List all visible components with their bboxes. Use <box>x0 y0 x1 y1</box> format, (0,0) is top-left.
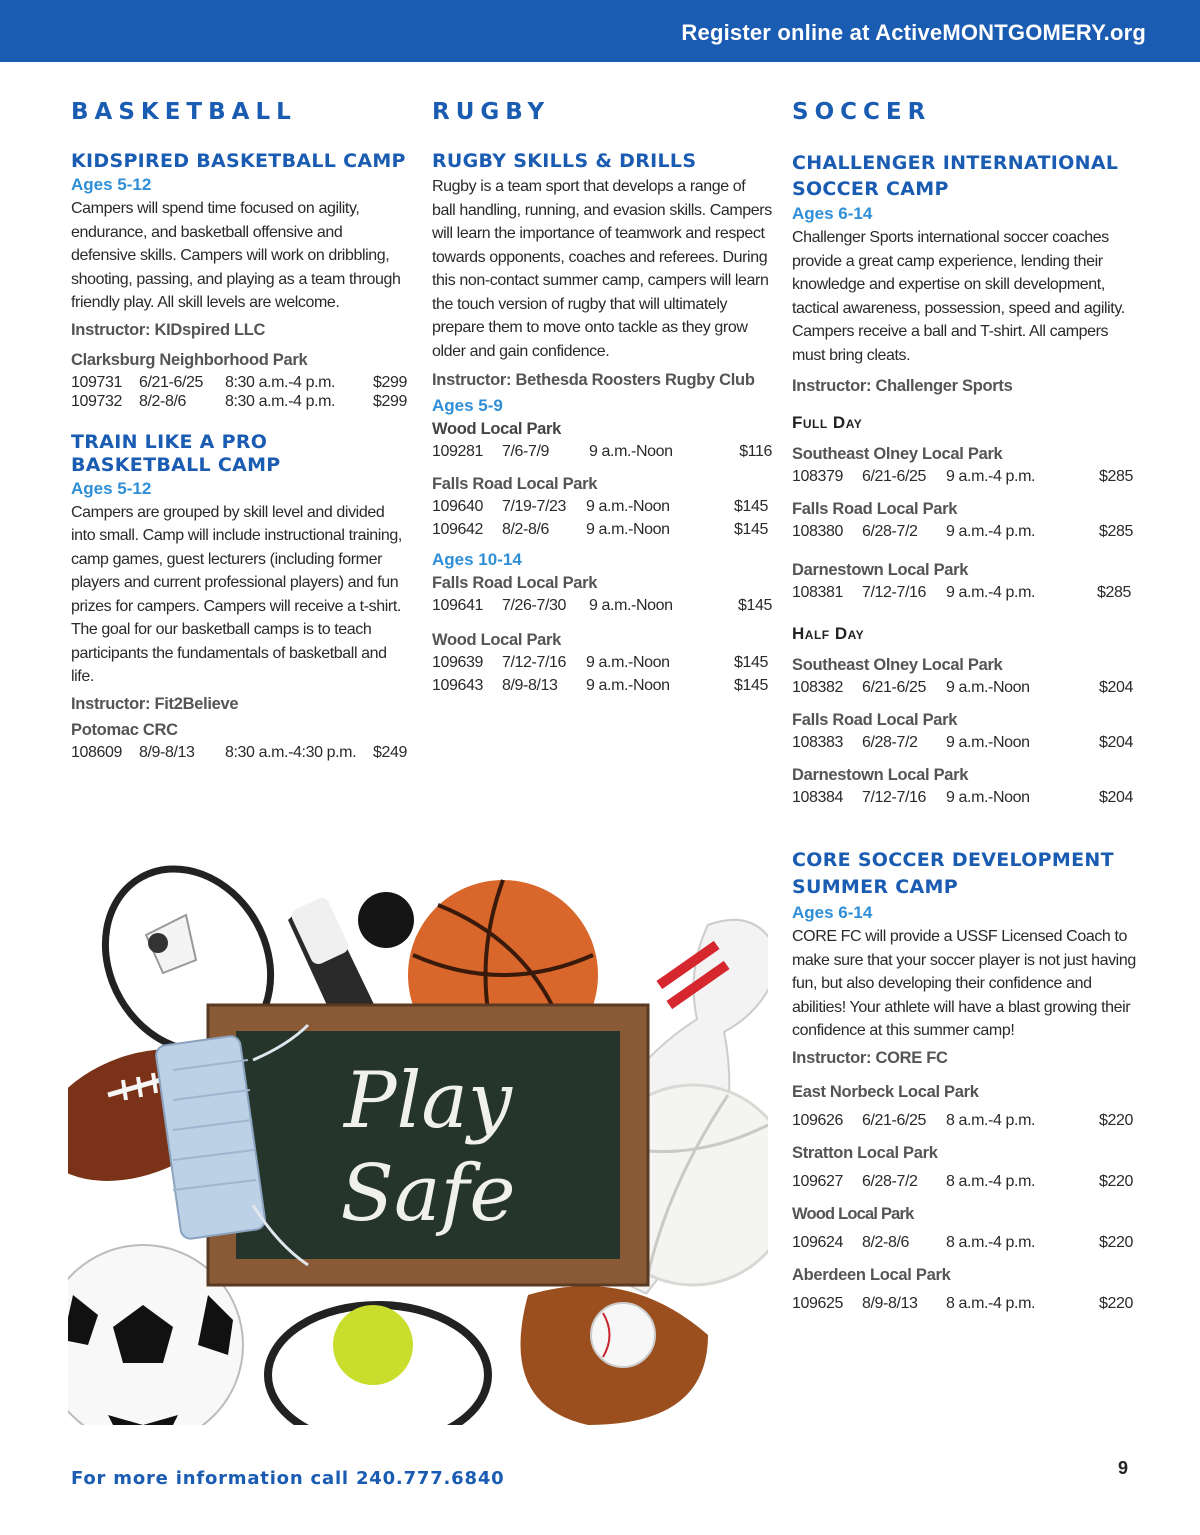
chalk-text-play: Play <box>344 1056 512 1146</box>
register-link[interactable]: Register online at ActiveMONTGOMERY.org <box>681 20 1146 45</box>
camp-title: TRAIN LIKE A PRO BASKETBALL CAMP <box>71 430 281 476</box>
session-time: 9 a.m.-Noon <box>586 521 670 538</box>
camp-ages: Ages 10-14 <box>432 550 522 569</box>
baseball-icon <box>591 1303 655 1367</box>
session-time: 8 a.m.-4 p.m. <box>946 1294 1036 1312</box>
session-time: 9 a.m.-Noon <box>946 734 1030 751</box>
session-dates: 7/12-7/16 <box>862 584 927 601</box>
course-number: 108609 <box>71 743 122 761</box>
course-number: 109643 <box>432 677 483 694</box>
session-time: 8:30 a.m.-4 p.m. <box>225 392 336 410</box>
camp-location: Darnestown Local Park <box>792 561 969 579</box>
session-price: $285 <box>1099 523 1133 540</box>
session-dates: 8/9-8/13 <box>502 677 558 694</box>
session-price: $145 <box>734 521 768 538</box>
camp-location: Potomac CRC <box>71 720 178 739</box>
session-price: $145 <box>734 677 768 694</box>
session-time: 8:30 a.m.-4 p.m. <box>225 373 336 391</box>
camp-location: Darnestown Local Park <box>792 766 969 784</box>
camp-location: Falls Road Local Park <box>432 475 598 493</box>
footer-info: For more information call 240.777.6840 <box>71 1468 505 1489</box>
camp-instructor: Instructor: KIDspired LLC <box>71 320 266 339</box>
course-number: 109626 <box>792 1111 843 1129</box>
camp-instructor: Instructor: CORE FC <box>792 1048 948 1067</box>
session-row <box>71 741 411 764</box>
camp-ages: Ages 5-12 <box>71 175 152 194</box>
session-dates: 8/2-8/6 <box>502 521 550 538</box>
play-safe-illustration <box>68 865 768 1425</box>
camp-title: RUGBY SKILLS & DRILLS <box>432 150 697 172</box>
session-row <box>432 440 772 463</box>
session-dates: 6/21-6/25 <box>862 1111 927 1129</box>
session-time: 8 a.m.-4 p.m. <box>946 1111 1036 1129</box>
camp-location: Southeast Olney Local Park <box>792 656 1003 674</box>
camp-description: CORE FC will provide a USSF Licensed Coach to make sure that your soccer player is not just having fun, but also developing their confidence and abilities! Your athlete will have a blast growing their confidence at this summer camp! <box>792 928 1136 1039</box>
camp-location: Falls Road Local Park <box>792 500 958 518</box>
session-price: $285 <box>1097 584 1131 601</box>
session-dates: 6/21-6/25 <box>139 373 204 391</box>
session-price: $220 <box>1099 1111 1133 1129</box>
hockey-puck-icon <box>358 892 414 948</box>
session-dates: 7/26-7/30 <box>502 597 567 614</box>
camp-ages: Ages 6-14 <box>792 903 873 922</box>
session-time: 9 a.m.-Noon <box>589 443 673 460</box>
session-price: $116 <box>739 443 772 460</box>
session-dates: 6/28-7/2 <box>862 523 918 540</box>
session-dates: 7/12-7/16 <box>502 654 567 671</box>
course-number: 109642 <box>432 521 483 538</box>
camp-instructor: Instructor: Bethesda Roosters Rugby Club <box>432 371 755 389</box>
chalk-text-safe: Safe <box>340 1149 516 1239</box>
camp-location: Falls Road Local Park <box>792 711 958 729</box>
header-bar <box>0 0 1200 62</box>
session-row <box>792 1231 1137 1254</box>
session-row <box>432 594 772 617</box>
session-row <box>792 465 1137 488</box>
camp-location: Southeast Olney Local Park <box>792 445 1003 463</box>
course-number: 108383 <box>792 734 843 751</box>
session-price: $204 <box>1099 789 1133 806</box>
session-dates: 7/12-7/16 <box>862 789 927 806</box>
camp-ages: Ages 5-12 <box>71 478 152 498</box>
half-day-heading: Half Day <box>792 624 865 643</box>
session-price: $249 <box>373 743 407 761</box>
section-title-basketball: BASKETBALL <box>71 99 297 125</box>
course-number: 108380 <box>792 523 843 540</box>
section-title-rugby: RUGBY <box>432 99 551 125</box>
session-dates: 6/21-6/25 <box>862 468 927 485</box>
page-number: 9 <box>1117 1458 1128 1478</box>
session-time: 9 a.m.-4 p.m. <box>946 468 1036 485</box>
camp-instructor: Instructor: Fit2Believe <box>71 694 239 713</box>
session-price: $145 <box>734 654 768 671</box>
session-dates: 8/2-8/6 <box>862 1233 910 1251</box>
camp-ages: Ages 6-14 <box>792 204 873 223</box>
camp-ages: Ages 5-9 <box>432 396 503 415</box>
camp-title: CORE SOCCER DEVELOPMENT SUMMER CAMP <box>792 849 1114 898</box>
camp-location: Wood Local Park <box>792 1204 914 1223</box>
course-number: 108384 <box>792 789 843 806</box>
session-time: 8 a.m.-4 p.m. <box>946 1233 1036 1251</box>
session-row <box>792 581 1137 604</box>
camp-location: Wood Local Park <box>432 631 562 649</box>
camp-location: Stratton Local Park <box>792 1143 938 1162</box>
session-row <box>792 731 1137 754</box>
session-price: $204 <box>1099 734 1133 751</box>
course-number: 109627 <box>792 1172 843 1190</box>
session-price: $145 <box>738 597 772 614</box>
session-dates: 8/9-8/13 <box>139 743 195 761</box>
course-number: 109731 <box>71 373 122 391</box>
session-price: $204 <box>1099 679 1133 696</box>
course-number: 109624 <box>792 1233 843 1251</box>
camp-description: Campers are grouped by skill level and divided into small. Camp will include instructional training, camp games, guest lecturers (including former players and current professional players) and fun prizes for campers. Campers will receive a t-shirt. The goal for our basketball camps is to teach participants the fundamentals of basketball and life. <box>71 503 402 685</box>
camp-title: KIDSPIRED BASKETBALL CAMP <box>71 150 406 172</box>
session-time: 9 a.m.-Noon <box>586 654 670 671</box>
basketball-column <box>71 98 411 764</box>
session-time: 9 a.m.-Noon <box>589 597 673 614</box>
session-price: $299 <box>373 392 407 410</box>
camp-location: East Norbeck Local Park <box>792 1082 979 1101</box>
session-price: $299 <box>373 373 407 391</box>
course-number: 109625 <box>792 1294 843 1312</box>
section-title-soccer: SOCCER <box>792 99 932 125</box>
course-number: 109641 <box>432 597 483 614</box>
camp-instructor: Instructor: Challenger Sports <box>792 377 1013 395</box>
session-row <box>71 390 411 413</box>
camp-location: Wood Local Park <box>432 420 562 438</box>
session-time: 9 a.m.-Noon <box>946 789 1030 806</box>
session-price: $220 <box>1099 1233 1133 1251</box>
session-price: $220 <box>1099 1294 1133 1312</box>
session-row <box>792 1109 1137 1132</box>
session-row <box>792 520 1137 543</box>
session-dates: 8/9-8/13 <box>862 1294 918 1312</box>
session-time: 9 a.m.-Noon <box>586 498 670 515</box>
session-row <box>792 1170 1137 1193</box>
course-number: 108379 <box>792 468 843 485</box>
course-number: 109732 <box>71 392 122 410</box>
camp-title: CHALLENGER INTERNATIONAL SOCCER CAMP <box>792 152 1119 200</box>
session-time: 9 a.m.-Noon <box>946 679 1030 696</box>
course-number: 109281 <box>432 443 483 460</box>
camp-description: Challenger Sports international soccer coaches provide a great camp experience, lending their knowledge and expertise on skill development, tactical awareness, possession, speed and agility. Campers receive a ball and T-shirt. All campers must bring cleats. <box>792 229 1125 364</box>
session-price: $285 <box>1099 468 1133 485</box>
full-day-heading: Full Day <box>792 413 863 432</box>
session-row <box>792 786 1137 809</box>
session-time: 9 a.m.-Noon <box>586 677 670 694</box>
session-row <box>432 495 772 518</box>
session-time: 9 a.m.-4 p.m. <box>946 584 1036 601</box>
camp-location: Aberdeen Local Park <box>792 1265 951 1284</box>
rugby-column <box>432 98 772 697</box>
sports-equipment-graphic <box>68 865 768 1425</box>
camp-location: Clarksburg Neighborhood Park <box>71 350 308 369</box>
session-row <box>792 1292 1137 1315</box>
soccer-column <box>792 98 1137 1315</box>
session-dates: 7/19-7/23 <box>502 498 567 515</box>
course-number: 108381 <box>792 584 843 601</box>
camp-description: Rugby is a team sport that develops a range of ball handling, running, and evasion skills. Campers will learn the importance of teamwork and respect towards opponents, coaches and referees. During this non-contact summer camp, campers will learn the touch version of rugby that will ultimately prepare them to move onto tackle as they grow older and gain confidence. <box>432 178 772 360</box>
camp-location: Falls Road Local Park <box>432 574 598 592</box>
session-time: 9 a.m.-4 p.m. <box>946 523 1036 540</box>
session-dates: 6/21-6/25 <box>862 679 927 696</box>
session-dates: 8/2-8/6 <box>139 392 187 410</box>
session-row <box>432 674 772 697</box>
session-time: 8:30 a.m.-4:30 p.m. <box>225 743 357 761</box>
tennis-ball-icon <box>333 1305 413 1385</box>
course-number: 109640 <box>432 498 483 515</box>
session-time: 8 a.m.-4 p.m. <box>946 1172 1036 1190</box>
session-dates: 6/28-7/2 <box>862 1172 918 1190</box>
session-price: $220 <box>1099 1172 1133 1190</box>
shuttlecock-icon <box>146 915 196 973</box>
session-row <box>792 676 1137 699</box>
session-price: $145 <box>734 498 768 515</box>
session-row <box>432 651 772 674</box>
session-dates: 7/6-7/9 <box>502 443 550 460</box>
camp-description: Campers will spend time focused on agility, endurance, and basketball offensive and defensive skills. Campers will work on dribbling, shooting, passing, and playing as a team through friendly play. All skill levels are welcome. <box>71 200 401 311</box>
course-number: 108382 <box>792 679 843 696</box>
session-row <box>432 518 772 541</box>
course-number: 109639 <box>432 654 483 671</box>
session-dates: 6/28-7/2 <box>862 734 918 751</box>
